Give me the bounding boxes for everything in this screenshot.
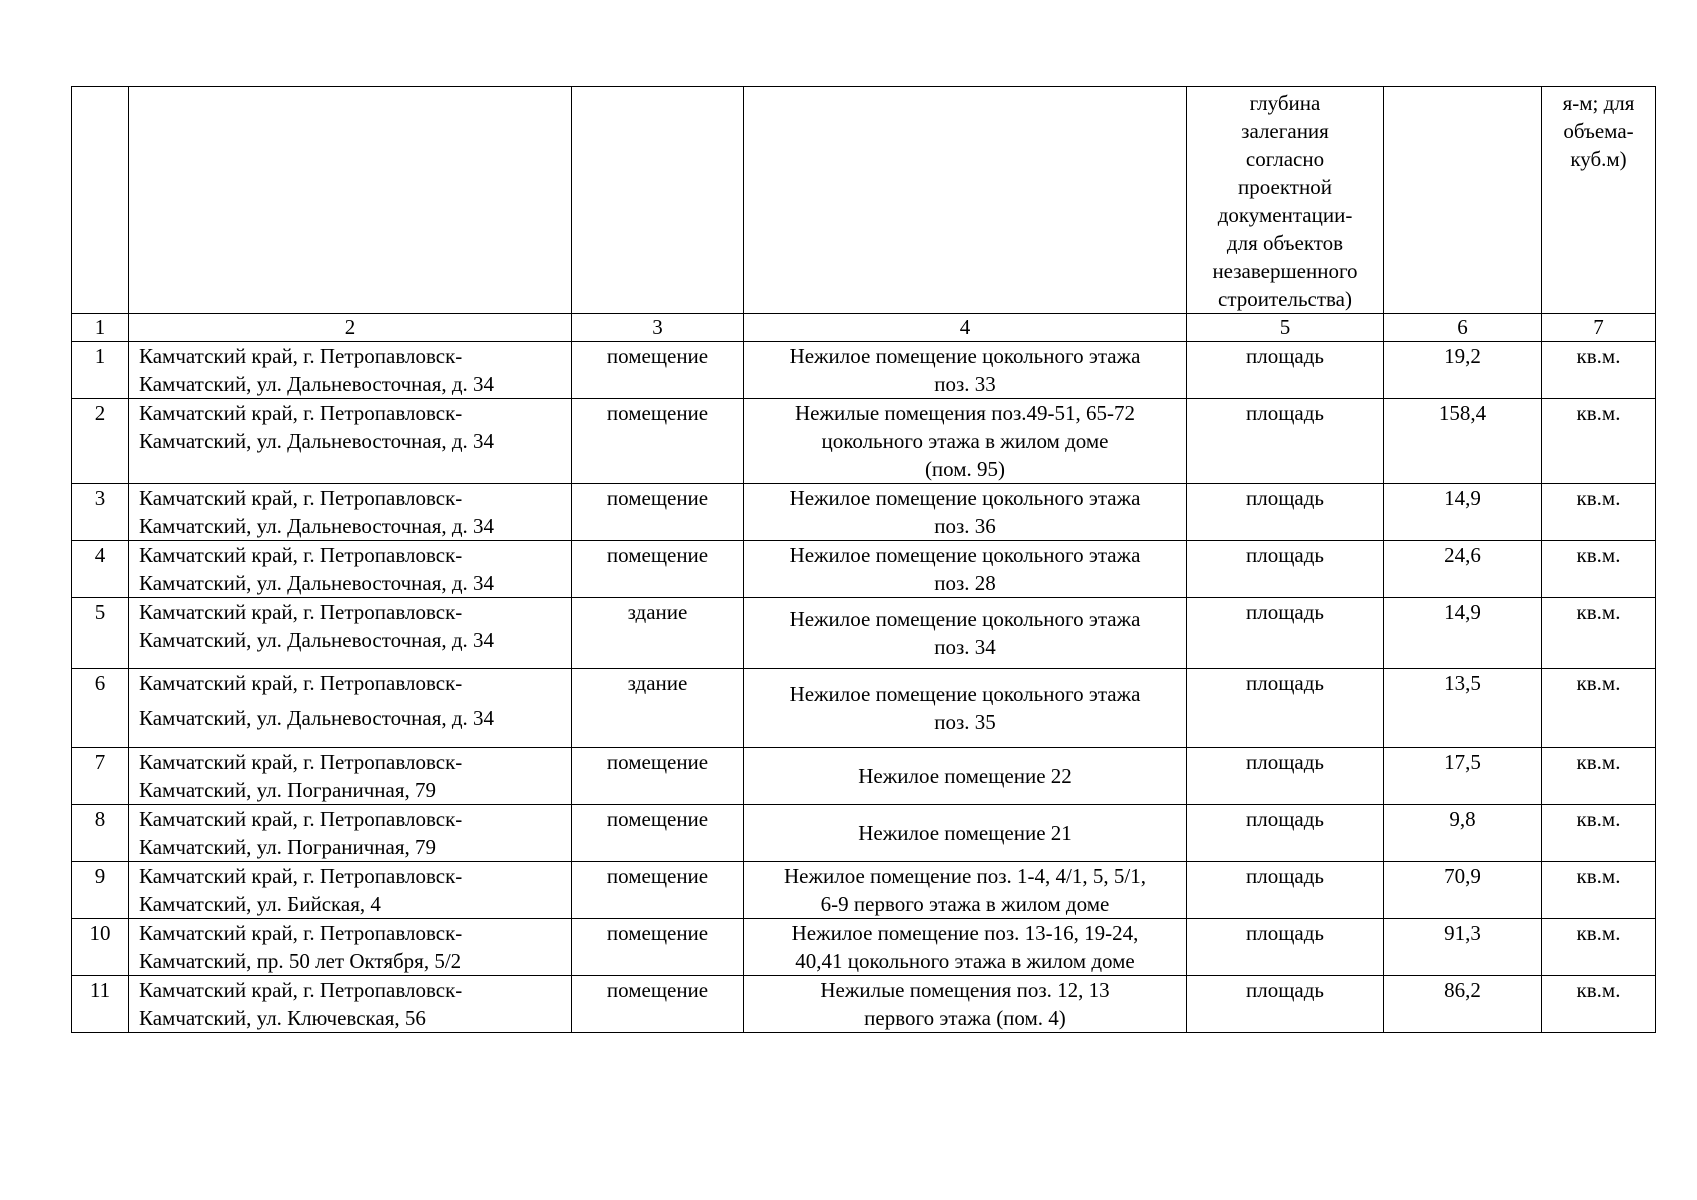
- header-cell-1: [72, 87, 129, 314]
- address-line: Камчатский край, г. Петропавловск-: [139, 921, 463, 945]
- address-cell: [129, 669, 572, 748]
- table-row: [72, 541, 1656, 598]
- header-col5-line: для объектов: [1226, 231, 1344, 255]
- value-cell: 158,4: [1384, 399, 1542, 484]
- parameter-cell: площадь: [1187, 919, 1384, 976]
- parameter-cell: площадь: [1187, 748, 1384, 805]
- header-cell-2: [129, 87, 572, 314]
- address-line: Камчатский край, г. Петропавловск-: [139, 750, 463, 774]
- header-cell-4: [744, 87, 1187, 314]
- object-type-cell: помещение: [572, 399, 744, 484]
- table-row: [72, 976, 1656, 1033]
- description-line: Нежилое помещение цокольного этажа: [789, 486, 1141, 510]
- description-line: поз. 35: [934, 710, 996, 734]
- value-cell: 91,3: [1384, 919, 1542, 976]
- parameter-cell: площадь: [1187, 598, 1384, 669]
- unit-cell: кв.м.: [1542, 669, 1656, 748]
- object-type-cell: помещение: [572, 976, 744, 1033]
- column-number-row: [72, 314, 1656, 342]
- address-cell: [129, 598, 572, 669]
- description-cell: [744, 748, 1187, 805]
- address-line: Камчатский, ул. Дальневосточная, д. 34: [139, 429, 495, 453]
- description-line: Нежилые помещения поз.49-51, 65-72: [795, 401, 1135, 425]
- header-col7-line: я-м; для: [1562, 91, 1635, 115]
- object-type-cell: помещение: [572, 919, 744, 976]
- description-line: Нежилое помещение цокольного этажа: [789, 682, 1141, 706]
- parameter-cell: площадь: [1187, 862, 1384, 919]
- unit-cell: кв.м.: [1542, 919, 1656, 976]
- row-number-cell: 9: [72, 862, 129, 919]
- value-cell: 14,9: [1384, 598, 1542, 669]
- row-number-cell: 2: [72, 399, 129, 484]
- address-line: Камчатский, пр. 50 лет Октября, 5/2: [139, 949, 462, 973]
- address-line: Камчатский, ул. Бийская, 4: [139, 892, 381, 916]
- address-line: Камчатский край, г. Петропавловск-: [139, 486, 463, 510]
- description-line: Нежилое помещение цокольного этажа: [789, 543, 1141, 567]
- header-continuation-row: [72, 87, 1656, 314]
- address-line: Камчатский край, г. Петропавловск-: [139, 807, 463, 831]
- parameter-cell: площадь: [1187, 805, 1384, 862]
- table-row: [72, 669, 1656, 748]
- description-cell: [744, 669, 1187, 748]
- description-cell: [744, 484, 1187, 541]
- description-cell: [744, 399, 1187, 484]
- address-line: Камчатский, ул. Дальневосточная, д. 34: [139, 571, 495, 595]
- column-number: 7: [1542, 314, 1656, 342]
- address-line: Камчатский, ул. Пограничная, 79: [139, 835, 437, 859]
- address-line: Камчатский край, г. Петропавловск-: [139, 671, 463, 695]
- address-cell: [129, 541, 572, 598]
- description-line: Нежилое помещение цокольного этажа: [789, 344, 1141, 368]
- header-cell-7: [1542, 87, 1656, 314]
- value-cell: 17,5: [1384, 748, 1542, 805]
- description-line: Нежилые помещения поз. 12, 13: [820, 978, 1110, 1002]
- address-line: Камчатский край, г. Петропавловск-: [139, 600, 463, 624]
- description-line: Нежилое помещение поз. 1-4, 4/1, 5, 5/1,: [784, 864, 1146, 888]
- description-line: поз. 36: [934, 514, 996, 538]
- description-cell: [744, 598, 1187, 669]
- description-line: Нежилое помещение цокольного этажа: [789, 607, 1141, 631]
- object-type-cell: помещение: [572, 862, 744, 919]
- table-row: [72, 748, 1656, 805]
- address-line: Камчатский, ул. Ключевская, 56: [139, 1006, 426, 1030]
- table-row: [72, 399, 1656, 484]
- parameter-cell: площадь: [1187, 399, 1384, 484]
- object-type-cell: помещение: [572, 805, 744, 862]
- address-line: Камчатский край, г. Петропавловск-: [139, 864, 463, 888]
- description-line: поз. 34: [934, 635, 996, 659]
- address-cell: [129, 748, 572, 805]
- address-line: Камчатский край, г. Петропавловск-: [139, 978, 463, 1002]
- unit-cell: кв.м.: [1542, 541, 1656, 598]
- header-col5-line: проектной: [1238, 175, 1332, 199]
- unit-cell: кв.м.: [1542, 399, 1656, 484]
- column-number: 4: [744, 314, 1187, 342]
- address-cell: [129, 862, 572, 919]
- address-cell: [129, 919, 572, 976]
- unit-cell: кв.м.: [1542, 805, 1656, 862]
- object-type-cell: здание: [572, 669, 744, 748]
- parameter-cell: площадь: [1187, 484, 1384, 541]
- address-line: Камчатский, ул. Пограничная, 79: [139, 778, 437, 802]
- header-col5-line: согласно: [1245, 147, 1325, 171]
- object-type-cell: здание: [572, 598, 744, 669]
- header-col5-line: незавершенного: [1212, 259, 1358, 283]
- description-line: цокольного этажа в жилом доме: [821, 429, 1109, 453]
- description-line: Нежилое помещение 22: [858, 764, 1072, 788]
- description-cell: [744, 541, 1187, 598]
- header-col7-line: куб.м): [1570, 147, 1627, 171]
- column-number: 3: [572, 314, 744, 342]
- row-number-cell: 3: [72, 484, 129, 541]
- address-cell: [129, 484, 572, 541]
- header-col7-line: объема-: [1563, 119, 1634, 143]
- row-number-cell: 11: [72, 976, 129, 1033]
- header-col5-line: документации-: [1217, 203, 1353, 227]
- description-line: Нежилое помещение поз. 13-16, 19-24,: [791, 921, 1139, 945]
- header-cell-5: [1187, 87, 1384, 314]
- description-line: (пом. 95): [924, 457, 1006, 481]
- description-cell: [744, 862, 1187, 919]
- object-type-cell: помещение: [572, 484, 744, 541]
- description-cell: [744, 919, 1187, 976]
- parameter-cell: площадь: [1187, 541, 1384, 598]
- unit-cell: кв.м.: [1542, 484, 1656, 541]
- address-cell: [129, 399, 572, 484]
- parameter-cell: площадь: [1187, 976, 1384, 1033]
- header-cell-6: [1384, 87, 1542, 314]
- row-number-cell: 6: [72, 669, 129, 748]
- header-col5-line: залегания: [1241, 119, 1329, 143]
- row-number-cell: 8: [72, 805, 129, 862]
- column-number: 6: [1384, 314, 1542, 342]
- header-cell-3: [572, 87, 744, 314]
- object-type-cell: помещение: [572, 541, 744, 598]
- unit-cell: кв.м.: [1542, 976, 1656, 1033]
- table-body: [72, 87, 1656, 1033]
- address-cell: [129, 342, 572, 399]
- description-line: Нежилое помещение 21: [858, 821, 1072, 845]
- value-cell: 86,2: [1384, 976, 1542, 1033]
- table-row: [72, 862, 1656, 919]
- value-cell: 19,2: [1384, 342, 1542, 399]
- address-line: Камчатский, ул. Дальневосточная, д. 34: [139, 372, 495, 396]
- description-line: 40,41 цокольного этажа в жилом доме: [795, 949, 1135, 973]
- unit-cell: кв.м.: [1542, 748, 1656, 805]
- row-number-cell: 1: [72, 342, 129, 399]
- unit-cell: кв.м.: [1542, 598, 1656, 669]
- table-row: [72, 919, 1656, 976]
- property-table: [71, 86, 1656, 1033]
- address-line: Камчатский, ул. Дальневосточная, д. 34: [139, 706, 495, 730]
- object-type-cell: помещение: [572, 342, 744, 399]
- description-line: поз. 28: [934, 571, 996, 595]
- row-number-cell: 10: [72, 919, 129, 976]
- unit-cell: кв.м.: [1542, 862, 1656, 919]
- address-cell: [129, 805, 572, 862]
- address-line: Камчатский край, г. Петропавловск-: [139, 344, 463, 368]
- description-cell: [744, 805, 1187, 862]
- value-cell: 13,5: [1384, 669, 1542, 748]
- address-line: Камчатский край, г. Петропавловск-: [139, 543, 463, 567]
- value-cell: 14,9: [1384, 484, 1542, 541]
- value-cell: 24,6: [1384, 541, 1542, 598]
- header-col5-line: глубина: [1249, 91, 1321, 115]
- parameter-cell: площадь: [1187, 342, 1384, 399]
- address-line: Камчатский, ул. Дальневосточная, д. 34: [139, 628, 495, 652]
- value-cell: 70,9: [1384, 862, 1542, 919]
- table-row: [72, 484, 1656, 541]
- column-number: 1: [72, 314, 129, 342]
- column-number: 5: [1187, 314, 1384, 342]
- table-row: [72, 342, 1656, 399]
- object-type-cell: помещение: [572, 748, 744, 805]
- row-number-cell: 5: [72, 598, 129, 669]
- parameter-cell: площадь: [1187, 669, 1384, 748]
- header-col5-line: строительства): [1218, 287, 1352, 311]
- description-line: 6-9 первого этажа в жилом доме: [820, 892, 1110, 916]
- description-cell: [744, 976, 1187, 1033]
- row-number-cell: 7: [72, 748, 129, 805]
- description-line: первого этажа (пом. 4): [864, 1006, 1066, 1030]
- row-number-cell: 4: [72, 541, 129, 598]
- value-cell: 9,8: [1384, 805, 1542, 862]
- description-cell: [744, 342, 1187, 399]
- unit-cell: кв.м.: [1542, 342, 1656, 399]
- address-line: Камчатский край, г. Петропавловск-: [139, 401, 463, 425]
- column-number: 2: [129, 314, 572, 342]
- address-cell: [129, 976, 572, 1033]
- table-row: [72, 598, 1656, 669]
- description-line: поз. 33: [934, 372, 996, 396]
- table-row: [72, 805, 1656, 862]
- address-line: Камчатский, ул. Дальневосточная, д. 34: [139, 514, 495, 538]
